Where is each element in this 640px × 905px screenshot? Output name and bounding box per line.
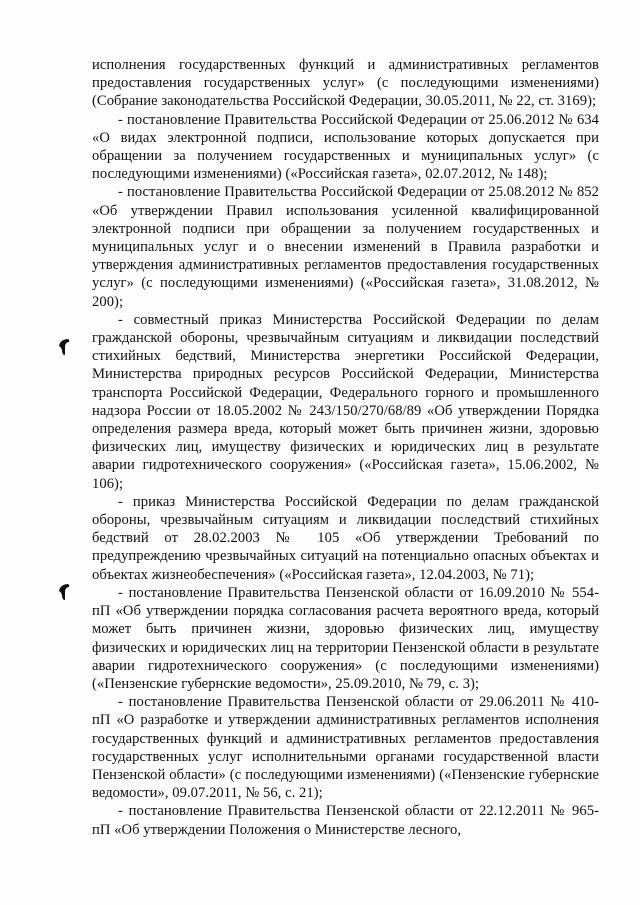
list-item: - постановление Правительства Российской Федерации от 25.08.2012 № 852 «Об утверждении Правил использования усиленной квалифицированной электронной подписи при обращении за получением государственных и муниципальных услуг и о внесении изменений в Правила разработки и утверждения административных регламентов предоставления государственных услуг» (с последующими изменениями) («Российская газета», 31.08.2012, № 200); <box>92 184 599 310</box>
paragraph-continuation: исполнения государственных функций и административных регламентов предоставления государственных услуг» (с последующими изменениями) (Собрание законодательства Российской Федерации, 30.05.2011, № 22, ст. 3169); <box>92 57 599 110</box>
list-item: - постановление Правительства Пензенской области от 22.12.2011 № 965-пП «Об утверждении Положения о Министерстве лесного, <box>92 803 599 838</box>
list-item: - совместный приказ Министерства Российской Федерации по делам гражданской обороны, чрезвычайным ситуациям и ликвидации последствий стихийных бедствий, Министерства энергетики Российской Федерации, Министерства природных ресурсов Российской Федерации, Министерства транспорта Российской Федерации, Федерального горного и промышленного надзора России от 18.05.2002 № 243/150/270/68/89 «Об утверждении Порядка определения размера вреда, который может быть причинен жизни, здоровью физических лиц, имуществу физических и юридических лиц в результате аварии гидротехнического сооружения» («Российская газета», 15.06.2002, № 106); <box>92 311 599 492</box>
list-item: - приказ Министерства Российской Федерации по делам гражданской обороны, чрезвычайным ситуациям и ликвидации последствий стихийных бедствий от 28.02.2003 № 105 «Об утверждении Требований по предупреждению чрезвычайных ситуаций на потенциально опасных объектах и объектах жизнеобеспечения» («Российская газета», 12.04.2003, № 71); <box>92 493 599 583</box>
list-item: - постановление Правительства Пензенской области от 29.06.2011 № 410-пП «О разработке и утверждении административных регламентов исполнения государственных функций и административных регламентов предоставления государственных услуг исполнительными органами государственной власти Пензенской области» (с последующими изменениями) («Пензенские губернские ведомости», 09.07.2011, № 56, с. 21); <box>92 694 599 802</box>
list-item: - постановление Правительства Пензенской области от 16.09.2010 № 554-пП «Об утверждении порядка согласования расчета вероятного вреда, который может быть причинен жизни, здоровью физических лиц, имуществу физических и юридических лиц на территории Пензенской области в результате аварии гидротехнического сооружения» (с последующими изменениями) («Пензенские губернские ведомости», 25.09.2010, № 79, с. 3); <box>92 584 599 692</box>
document-body <box>92 56 599 839</box>
scan-mark-icon <box>57 338 71 356</box>
list-item: - постановление Правительства Российской Федерации от 25.06.2012 № 634 «О видах электронной подписи, использование которых допускается при обращении за получением государственных и муниципальных услуг» (с последующими изменениями) («Российская газета», 02.07.2012, № 148); <box>92 111 599 183</box>
scan-mark-icon <box>57 583 71 601</box>
